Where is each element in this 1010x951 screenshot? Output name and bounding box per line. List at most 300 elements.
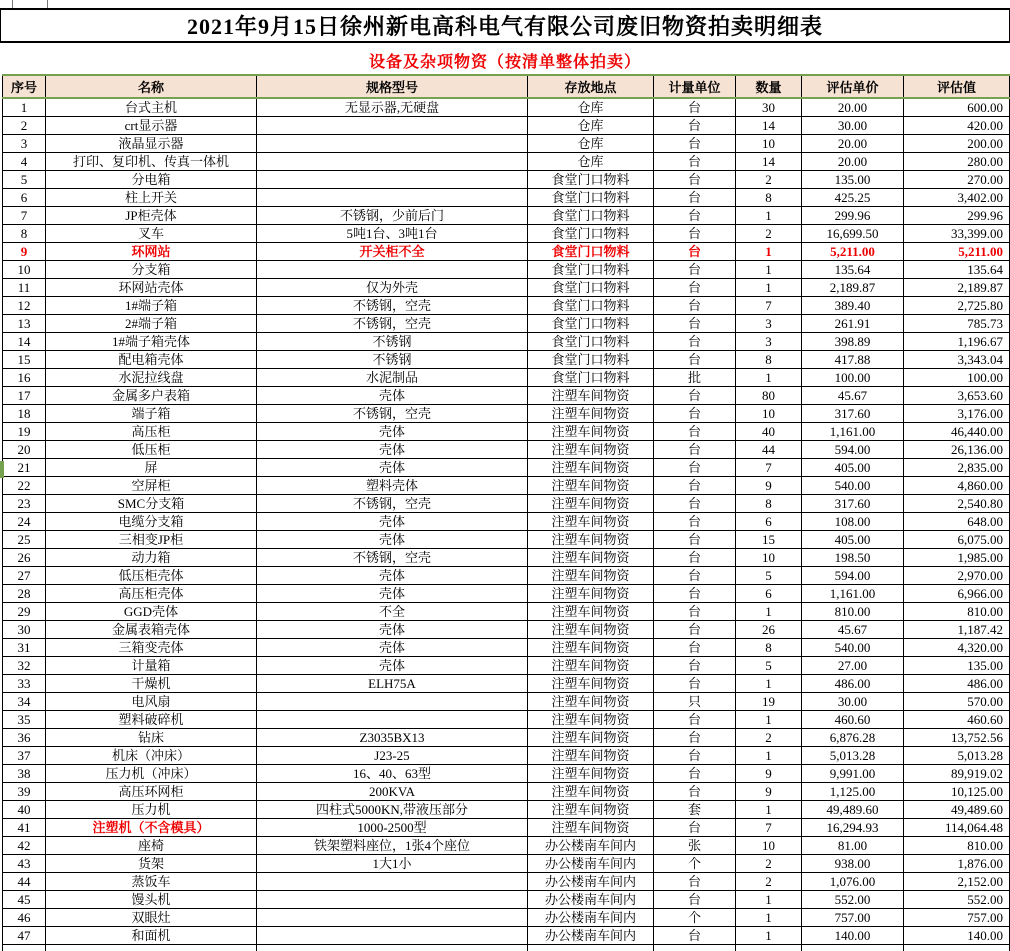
cell-name: 计量箱 — [46, 657, 257, 675]
cell-loc: 注塑车间物资 — [528, 387, 654, 405]
cell-no: 46 — [3, 909, 46, 927]
cell-spec: 不锈钢，空壳 — [257, 549, 528, 567]
cell-loc: 注塑车间物资 — [528, 765, 654, 783]
cell-qty: 44 — [736, 441, 802, 459]
cell-unit: 台 — [654, 513, 736, 531]
table-row — [3, 351, 1010, 369]
cell-value: 552.00 — [904, 891, 1010, 909]
cell-spec: 壳体 — [257, 567, 528, 585]
cell-name: crt显示器 — [46, 117, 257, 135]
cell-loc: 食堂门口物料 — [528, 261, 654, 279]
table-row — [3, 603, 1010, 621]
cell-no: 16 — [3, 369, 46, 387]
cell-spec — [257, 117, 528, 135]
cell-loc: 注塑车间物资 — [528, 747, 654, 765]
cell-no: 42 — [3, 837, 46, 855]
cell-price: 810.00 — [802, 603, 904, 621]
cell-value: 100.00 — [904, 369, 1010, 387]
cell-qty: 3 — [736, 315, 802, 333]
cell-unit: 套 — [654, 801, 736, 819]
cell-loc: 注塑车间物资 — [528, 459, 654, 477]
cell-qty: 1 — [736, 369, 802, 387]
cell-value: 1,985.00 — [904, 549, 1010, 567]
cell-name: 低压柜 — [46, 441, 257, 459]
cell-qty: 7 — [736, 297, 802, 315]
cell-name: 1#端子箱壳体 — [46, 333, 257, 351]
table-row — [3, 927, 1010, 945]
cell-name: 馒头机 — [46, 891, 257, 909]
cell-loc: 仓库 — [528, 153, 654, 171]
cell-unit: 只 — [654, 693, 736, 711]
cell-name: 端子箱 — [46, 405, 257, 423]
cell-name: 塑料破碎机 — [46, 711, 257, 729]
cell-no: 13 — [3, 315, 46, 333]
cell-name: 动力箱 — [46, 549, 257, 567]
cell-value: 135.00 — [904, 657, 1010, 675]
cell-spec: 不锈钢，少前后门 — [257, 207, 528, 225]
cell-no: 18 — [3, 405, 46, 423]
cell-empty — [257, 945, 528, 951]
cell-spec — [257, 693, 528, 711]
cell-qty: 8 — [736, 351, 802, 369]
cell-spec: 壳体 — [257, 513, 528, 531]
table-row — [3, 297, 1010, 315]
cell-qty: 7 — [736, 819, 802, 837]
cell-spec: 壳体 — [257, 585, 528, 603]
table-row — [3, 261, 1010, 279]
cell-no: 24 — [3, 513, 46, 531]
cell-value: 420.00 — [904, 117, 1010, 135]
cell-price: 486.00 — [802, 675, 904, 693]
cell-unit: 台 — [654, 927, 736, 945]
table-row — [3, 387, 1010, 405]
cell-value: 33,399.00 — [904, 225, 1010, 243]
cell-unit: 台 — [654, 207, 736, 225]
cell-qty: 15 — [736, 531, 802, 549]
cell-name: 注塑机（不含模具） — [46, 819, 257, 837]
cell-no: 45 — [3, 891, 46, 909]
table-row — [3, 405, 1010, 423]
cell-value: 6,966.00 — [904, 585, 1010, 603]
cell-spec: 铁架塑料座位，1张4个座位 — [257, 837, 528, 855]
cell-spec: 壳体 — [257, 441, 528, 459]
cell-loc: 注塑车间物资 — [528, 585, 654, 603]
cell-price: 108.00 — [802, 513, 904, 531]
cell-price: 9,991.00 — [802, 765, 904, 783]
cell-unit: 台 — [654, 765, 736, 783]
cell-value: 10,125.00 — [904, 783, 1010, 801]
cell-loc: 注塑车间物资 — [528, 783, 654, 801]
cell-spec: 16、40、63型 — [257, 765, 528, 783]
cell-unit: 台 — [654, 477, 736, 495]
table-row — [3, 855, 1010, 873]
cell-value: 140.00 — [904, 927, 1010, 945]
cell-no: 17 — [3, 387, 46, 405]
cell-loc: 食堂门口物料 — [528, 171, 654, 189]
cell-empty — [802, 945, 904, 951]
cell-loc: 仓库 — [528, 98, 654, 117]
cell-unit: 台 — [654, 549, 736, 567]
cell-loc: 注塑车间物资 — [528, 423, 654, 441]
cell-qty: 1 — [736, 747, 802, 765]
cell-qty: 26 — [736, 621, 802, 639]
cell-value: 4,320.00 — [904, 639, 1010, 657]
cell-price: 135.64 — [802, 261, 904, 279]
cell-loc: 食堂门口物料 — [528, 297, 654, 315]
cell-spec: J23-25 — [257, 747, 528, 765]
cell-qty: 8 — [736, 495, 802, 513]
cell-loc: 注塑车间物资 — [528, 657, 654, 675]
cell-qty: 2 — [736, 171, 802, 189]
cell-price: 417.88 — [802, 351, 904, 369]
cell-qty: 1 — [736, 261, 802, 279]
col-header-location: 存放地点 — [528, 75, 654, 98]
cell-empty — [3, 945, 46, 951]
cell-price: 135.00 — [802, 171, 904, 189]
cell-unit: 台 — [654, 639, 736, 657]
cell-spec: 壳体 — [257, 621, 528, 639]
cell-qty: 2 — [736, 225, 802, 243]
cell-value: 135.64 — [904, 261, 1010, 279]
cell-name: 屏 — [46, 459, 257, 477]
cell-value: 200.00 — [904, 135, 1010, 153]
cell-unit: 台 — [654, 729, 736, 747]
cell-price: 2,189.87 — [802, 279, 904, 297]
cell-value: 5,211.00 — [904, 243, 1010, 261]
cell-qty: 3 — [736, 333, 802, 351]
cell-value: 1,196.67 — [904, 333, 1010, 351]
cell-empty — [46, 945, 257, 951]
cell-name: 三相变JP柜 — [46, 531, 257, 549]
cell-qty: 2 — [736, 873, 802, 891]
cell-loc: 食堂门口物料 — [528, 279, 654, 297]
cell-spec: 壳体 — [257, 531, 528, 549]
table-row — [3, 315, 1010, 333]
cell-name: 金属多户表箱 — [46, 387, 257, 405]
cell-unit: 台 — [654, 297, 736, 315]
cell-value: 486.00 — [904, 675, 1010, 693]
table-row — [3, 819, 1010, 837]
cell-value: 89,919.02 — [904, 765, 1010, 783]
cell-loc: 仓库 — [528, 135, 654, 153]
cell-loc: 注塑车间物资 — [528, 819, 654, 837]
cell-spec — [257, 261, 528, 279]
cell-price: 1,125.00 — [802, 783, 904, 801]
cell-no: 31 — [3, 639, 46, 657]
cell-qty: 6 — [736, 513, 802, 531]
cell-no: 35 — [3, 711, 46, 729]
cell-price: 261.91 — [802, 315, 904, 333]
table-row — [3, 117, 1010, 135]
cell-name: 电缆分支箱 — [46, 513, 257, 531]
cell-unit: 台 — [654, 531, 736, 549]
cell-spec: 不锈钢 — [257, 333, 528, 351]
cell-value: 3,176.00 — [904, 405, 1010, 423]
cell-unit: 台 — [654, 98, 736, 117]
cell-qty: 1 — [736, 603, 802, 621]
cell-name: 金属表箱壳体 — [46, 621, 257, 639]
cell-spec: 不锈钢，空壳 — [257, 405, 528, 423]
auction-table — [2, 74, 1010, 951]
cell-value: 810.00 — [904, 837, 1010, 855]
cell-loc: 办公楼南车间内 — [528, 873, 654, 891]
cell-value: 49,489.60 — [904, 801, 1010, 819]
cell-unit: 台 — [654, 621, 736, 639]
cell-name: GGD壳体 — [46, 603, 257, 621]
cell-loc: 注塑车间物资 — [528, 549, 654, 567]
cell-spec: 200KVA — [257, 783, 528, 801]
cell-qty: 10 — [736, 405, 802, 423]
table-row — [3, 189, 1010, 207]
table-row — [3, 279, 1010, 297]
cell-price: 540.00 — [802, 639, 904, 657]
cell-name: SMC分支箱 — [46, 495, 257, 513]
cell-price: 317.60 — [802, 495, 904, 513]
cell-unit: 个 — [654, 855, 736, 873]
col-header-no: 序号 — [3, 75, 46, 98]
cell-spec — [257, 135, 528, 153]
table-row — [3, 657, 1010, 675]
cell-value: 1,187.42 — [904, 621, 1010, 639]
col-header-unit: 计量单位 — [654, 75, 736, 98]
cell-value: 280.00 — [904, 153, 1010, 171]
cell-unit: 台 — [654, 495, 736, 513]
table-row — [3, 639, 1010, 657]
cell-no: 47 — [3, 927, 46, 945]
cell-spec: 不锈钢，空壳 — [257, 315, 528, 333]
cell-qty: 1 — [736, 801, 802, 819]
cell-no: 41 — [3, 819, 46, 837]
cell-no: 22 — [3, 477, 46, 495]
cell-spec: 不全 — [257, 603, 528, 621]
table-row — [3, 747, 1010, 765]
cell-price: 299.96 — [802, 207, 904, 225]
cell-loc: 食堂门口物料 — [528, 315, 654, 333]
section-subtitle: 设备及杂项物资（按清单整体拍卖） — [368, 54, 641, 71]
page-title: 2021年9月15日徐州新电高科电气有限公司废旧物资拍卖明细表 — [0, 8, 1010, 43]
cell-empty — [904, 945, 1010, 951]
cell-unit: 台 — [654, 153, 736, 171]
cell-loc: 注塑车间物资 — [528, 567, 654, 585]
col-header-qty: 数量 — [736, 75, 802, 98]
cell-qty: 40 — [736, 423, 802, 441]
cell-price: 100.00 — [802, 369, 904, 387]
cell-qty: 9 — [736, 765, 802, 783]
partial-row — [3, 945, 1010, 951]
cell-unit: 台 — [654, 711, 736, 729]
cell-spec: ELH75A — [257, 675, 528, 693]
cell-value: 2,152.00 — [904, 873, 1010, 891]
cell-loc: 办公楼南车间内 — [528, 855, 654, 873]
cell-value: 2,540.80 — [904, 495, 1010, 513]
cell-value: 299.96 — [904, 207, 1010, 225]
cell-spec — [257, 189, 528, 207]
cell-unit: 台 — [654, 891, 736, 909]
cell-price: 20.00 — [802, 98, 904, 117]
table-row — [3, 693, 1010, 711]
cell-no: 20 — [3, 441, 46, 459]
cell-value: 810.00 — [904, 603, 1010, 621]
table-row — [3, 153, 1010, 171]
cell-unit: 台 — [654, 279, 736, 297]
gridline-stub — [47, 0, 48, 8]
cell-qty: 5 — [736, 657, 802, 675]
cell-spec — [257, 171, 528, 189]
table-row — [3, 783, 1010, 801]
cell-no: 27 — [3, 567, 46, 585]
col-header-unit-price: 评估单价 — [802, 75, 904, 98]
cell-qty: 1 — [736, 243, 802, 261]
cell-qty: 6 — [736, 585, 802, 603]
cell-unit: 台 — [654, 441, 736, 459]
cell-name: 分电箱 — [46, 171, 257, 189]
cell-loc: 注塑车间物资 — [528, 621, 654, 639]
cell-value: 1,876.00 — [904, 855, 1010, 873]
cell-unit: 台 — [654, 243, 736, 261]
cell-value: 26,136.00 — [904, 441, 1010, 459]
cell-price: 460.60 — [802, 711, 904, 729]
cell-name: 三箱变壳体 — [46, 639, 257, 657]
cell-unit: 台 — [654, 819, 736, 837]
cell-loc: 食堂门口物料 — [528, 333, 654, 351]
cell-name: 低压柜壳体 — [46, 567, 257, 585]
top-gridline-strip — [0, 0, 1010, 8]
cell-no: 4 — [3, 153, 46, 171]
table-row — [3, 567, 1010, 585]
cell-value: 114,064.48 — [904, 819, 1010, 837]
cell-no: 38 — [3, 765, 46, 783]
table-row — [3, 729, 1010, 747]
cell-unit: 台 — [654, 459, 736, 477]
cell-unit: 张 — [654, 837, 736, 855]
cell-no: 25 — [3, 531, 46, 549]
cell-name: 配电箱壳体 — [46, 351, 257, 369]
cell-spec: 不锈钢 — [257, 351, 528, 369]
cell-spec — [257, 927, 528, 945]
cell-loc: 注塑车间物资 — [528, 603, 654, 621]
cell-qty: 14 — [736, 117, 802, 135]
cell-qty: 10 — [736, 135, 802, 153]
cell-qty: 1 — [736, 927, 802, 945]
cell-spec: 壳体 — [257, 657, 528, 675]
cell-no: 11 — [3, 279, 46, 297]
cell-spec: 仅为外壳 — [257, 279, 528, 297]
cell-price: 45.67 — [802, 387, 904, 405]
cell-loc: 注塑车间物资 — [528, 531, 654, 549]
cell-price: 757.00 — [802, 909, 904, 927]
cell-loc: 注塑车间物资 — [528, 495, 654, 513]
cell-name: 钻床 — [46, 729, 257, 747]
cell-unit: 台 — [654, 873, 736, 891]
cell-no: 3 — [3, 135, 46, 153]
cell-value: 46,440.00 — [904, 423, 1010, 441]
cell-name: 2#端子箱 — [46, 315, 257, 333]
cell-name: 分支箱 — [46, 261, 257, 279]
cell-no: 7 — [3, 207, 46, 225]
cell-spec: 水泥制品 — [257, 369, 528, 387]
cell-name: 货架 — [46, 855, 257, 873]
cell-no: 43 — [3, 855, 46, 873]
cell-qty: 1 — [736, 675, 802, 693]
cell-no: 23 — [3, 495, 46, 513]
cell-loc: 仓库 — [528, 117, 654, 135]
cell-loc: 注塑车间物资 — [528, 405, 654, 423]
cell-value: 648.00 — [904, 513, 1010, 531]
cell-name: 柱上开关 — [46, 189, 257, 207]
cell-value: 3,343.04 — [904, 351, 1010, 369]
cell-unit: 台 — [654, 171, 736, 189]
cell-spec: 开关柜不全 — [257, 243, 528, 261]
cell-loc: 注塑车间物资 — [528, 477, 654, 495]
cell-name: 双眼灶 — [46, 909, 257, 927]
cell-name: 电风扇 — [46, 693, 257, 711]
table-row — [3, 909, 1010, 927]
cell-loc: 注塑车间物资 — [528, 441, 654, 459]
cell-no: 39 — [3, 783, 46, 801]
cell-spec: 四柱式5000KN,带液压部分 — [257, 801, 528, 819]
cell-loc: 食堂门口物料 — [528, 225, 654, 243]
cell-unit: 台 — [654, 657, 736, 675]
table-body — [3, 98, 1010, 951]
cell-unit: 台 — [654, 189, 736, 207]
cell-name: 叉车 — [46, 225, 257, 243]
table-row — [3, 873, 1010, 891]
cell-price: 30.00 — [802, 693, 904, 711]
cell-spec — [257, 873, 528, 891]
table-row — [3, 801, 1010, 819]
table-row — [3, 585, 1010, 603]
cell-empty — [736, 945, 802, 951]
cell-value: 270.00 — [904, 171, 1010, 189]
cell-price: 5,013.28 — [802, 747, 904, 765]
table-row — [3, 207, 1010, 225]
cell-name: 压力机 — [46, 801, 257, 819]
cell-price: 16,699.50 — [802, 225, 904, 243]
table-row — [3, 171, 1010, 189]
cell-spec: 1大1小 — [257, 855, 528, 873]
table-row — [3, 549, 1010, 567]
table-row — [3, 711, 1010, 729]
cell-price: 198.50 — [802, 549, 904, 567]
cell-price: 317.60 — [802, 405, 904, 423]
col-header-value: 评估值 — [904, 75, 1010, 98]
cell-unit: 台 — [654, 603, 736, 621]
cell-price: 16,294.93 — [802, 819, 904, 837]
cell-no: 15 — [3, 351, 46, 369]
cell-no: 34 — [3, 693, 46, 711]
cell-spec: Z3035BX13 — [257, 729, 528, 747]
cell-value: 2,970.00 — [904, 567, 1010, 585]
cell-unit: 台 — [654, 261, 736, 279]
cell-unit: 台 — [654, 135, 736, 153]
cell-qty: 9 — [736, 477, 802, 495]
table-row — [3, 531, 1010, 549]
cell-no: 6 — [3, 189, 46, 207]
cell-value: 2,189.87 — [904, 279, 1010, 297]
cell-name: 高压柜 — [46, 423, 257, 441]
cell-name: 水泥拉线盘 — [46, 369, 257, 387]
cell-name: 环网站壳体 — [46, 279, 257, 297]
cell-no: 21 — [3, 459, 46, 477]
cell-loc: 食堂门口物料 — [528, 243, 654, 261]
cell-qty: 80 — [736, 387, 802, 405]
cell-value: 4,860.00 — [904, 477, 1010, 495]
cell-qty: 1 — [736, 711, 802, 729]
cell-value: 2,835.00 — [904, 459, 1010, 477]
cell-loc: 食堂门口物料 — [528, 189, 654, 207]
table-row — [3, 333, 1010, 351]
table-row — [3, 621, 1010, 639]
